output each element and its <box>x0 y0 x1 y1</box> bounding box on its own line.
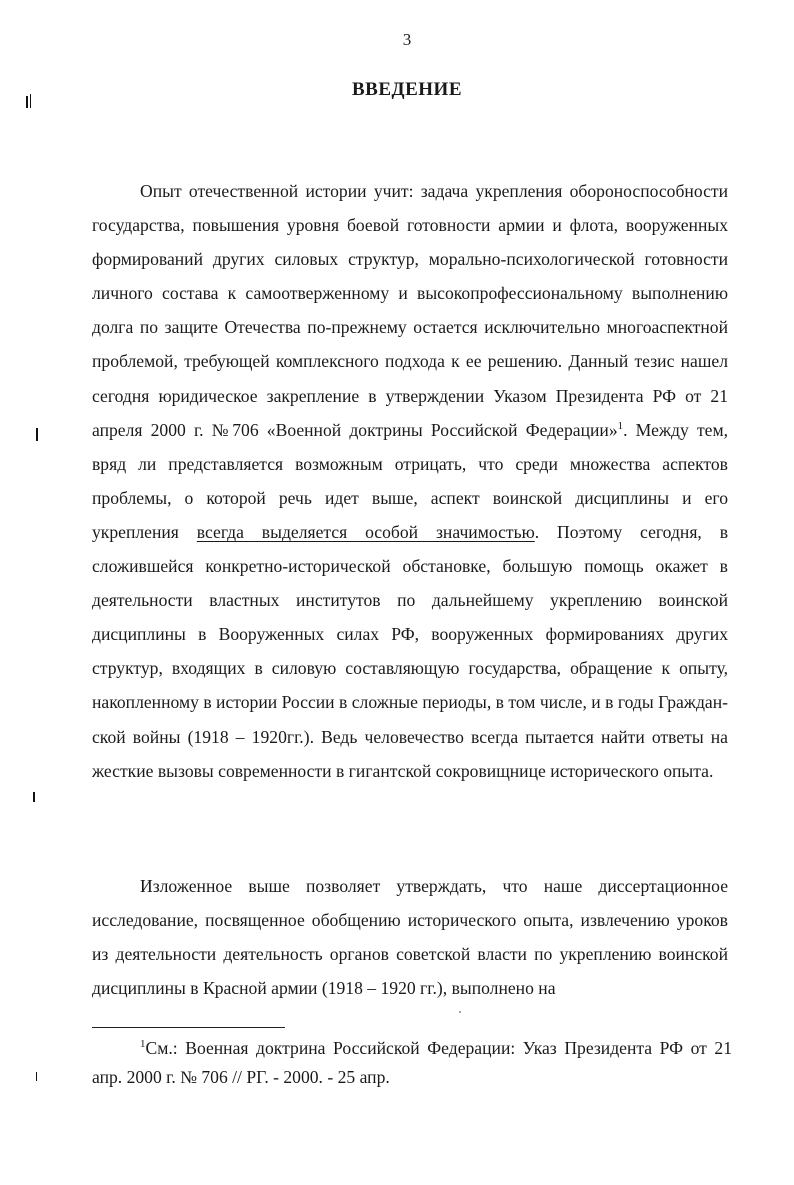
footnote <box>92 1034 732 1092</box>
paragraph-text: Изложенное выше позволяет утверждать, что наше диссертационное исследование, посвященное обобщению исторического опыта, извлечению уроков из деятельности деятельность органов советской власти по укреплению воинской дисциплины в Красной армии (1918 – 1920 гг.), выполнено на <box>92 876 728 999</box>
paragraph-text: . Между тем, вряд ли представляется возможным отрицать, что среди множества аспектов проблемы, о которой речь идет выше, аспект воинской дисциплины и его укрепления <box>92 419 728 542</box>
paragraph-text: . Поэтому сегодня, в сложившейся конкретно-исторической обстановке, большую помощь окажет в деятельности властных институтов по дальнейшему укреплению воинской дисциплины в Вооруженных силах РФ, вооруженных формированиях других структур, входящих в силовую составляющую государства, обращение к опыту, накопленному в истории России в сложные периоды, в том числе, и в годы Гражданской войны (1918 – 1920гг.). Ведь человечество всегда пытается найти ответы на жесткие вызовы современности в гигантской сокровищнице исторического опыта. <box>92 521 729 781</box>
footnote-text: См.: Военная доктрина Российской Федерации: Указ Президента РФ от 21 апр. 2000 г. № 706 // РГ. - 2000. - 25 апр. <box>92 1038 732 1087</box>
body-paragraph-1 <box>92 174 728 788</box>
underlined-phrase: всегда выделяется особой значимостью <box>196 521 535 542</box>
scan-speck <box>459 1011 461 1013</box>
margin-mark <box>36 428 38 441</box>
body-paragraph-2 <box>92 869 728 1005</box>
margin-mark <box>36 1072 37 1081</box>
page-number: 3 <box>402 30 412 49</box>
footnote-separator <box>92 1027 285 1028</box>
margin-mark <box>33 792 35 802</box>
paragraph-text: Опыт отечественной истории учит: задача укрепления обороноспособности государства, повышения уровня боевой готовности армии и флота, вооруженных формирований других силовых структур, морально-психологической готовности личного состава к самоотверженному и высокопрофессиональному выполнению долга по защите Отечества по-прежнему остается исключительно многоаспектной проблемой, требующей комплексного подхода к ее решению. Данный тезис нашел сегодня юридическое закрепление в утверждении Указом Президента РФ от 21 апреля 2000 г. №706 «Военной доктрины Российской Федерации» <box>92 181 728 440</box>
footnote-marker: 1 <box>140 1038 146 1051</box>
page-title: ВВЕДЕНИЕ <box>352 79 462 100</box>
footnote-reference[interactable]: 1 <box>617 419 624 432</box>
